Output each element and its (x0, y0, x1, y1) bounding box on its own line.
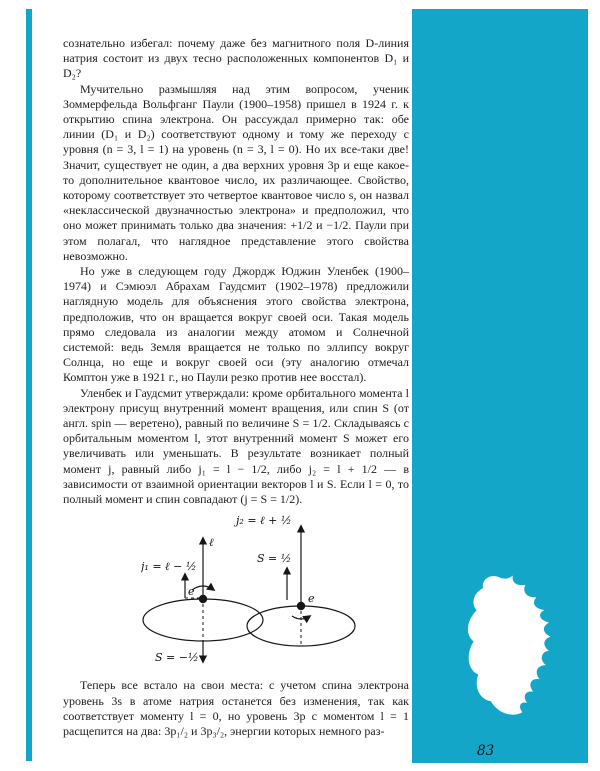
electron-dot-left (199, 595, 207, 603)
spin-diagram-svg (141, 512, 381, 672)
electron-dot-right (297, 602, 305, 610)
body-paragraph-4: Уленбек и Гаудсмит утверждали: кроме орбитального момента l электрону присущ внутренний момент вращения, или спин S (от англ. spin — веретено), равный по величине S = 1/2. Складываясь с орбитальным моментом l, этот внутренний момент S может его увеличивать или уменьшать. В результате возникает полный момент j, равный либо j₁ = l − 1/2, либо j₂ = l + 1/2 — в зависимости от взаимной ориентации векторов l и S. Если l = 0, то полный момент и спин совпадают (j = S = 1/2). (63, 385, 409, 507)
body-paragraph-3: Но уже в следующем году Джордж Юджин Уленбек (1900–1974) и Сэмюэл Абрахам Гаудсмит (1902–1978) предложили наглядную модель для объяснения этого свойства электрона, предположив, что он вращается вокруг своей оси. Такая модель прямо следовала из аналогии между атомом и Солнечной системой: ведь Земля вращается не только по эллипсу вокруг Солнца, но еще и вокруг своей оси (эту аналогию отмечал Комптон уже в 1921 г., но Паули резко против нее восстал). (63, 264, 409, 385)
decorative-silhouette (450, 547, 560, 747)
label-e-right: e (308, 592, 315, 606)
label-j1: j₁ = ℓ − ½ (141, 560, 197, 574)
body-paragraph-1: сознательно избегал: почему даже без магнитного поля D-линия натрия состоит из двух тесно расположенных компонентов D₁ и D₂? (63, 36, 409, 81)
label-j2: j₂ = ℓ + ½ (236, 514, 292, 528)
body-paragraph-5: Теперь все встало на свои места: с учетом спина электрона уровень 3s в атоме натрия останется без изменения, так как соответствует моменту l = 0, но уровень 3p с моментом l = 1 расщепится на два: 3p₁/₂ и 3p₃/₂, энергии которых немного раз- (63, 678, 409, 738)
silhouette-graphic (450, 547, 560, 747)
label-l: ℓ (209, 536, 214, 550)
label-s-down: S = −½ (155, 651, 199, 665)
spin-diagram-figure (141, 512, 381, 672)
page-number: 83 (477, 743, 495, 759)
body-paragraph-2: Мучительно размышляя над этим вопросом, ученик Зоммерфельда Вольфганг Паули (1900–1958) пришел в 1924 г. к открытию спина электрона. Он рассуждал примерно так: обе линии (D₁ и D₂) соответствуют одному и тому же переходу с уровня (n = 3, l = 1) на уровень (n = 3, l = 0). Но их все-таки две! Значит, существует не один, а два верхних уровня 3p и еще какое-то дополнительное квантовое число, их различающее. Свойство, которому соответствует это четвертое квантовое число s, он назвал «неклассической двузначностью электрона» и предположил, что оно может принимать только два значения: +1/2 и −1/2. Паули при этом полагал, что наглядное представление этого свойства невозможно. (63, 81, 409, 263)
label-e-left: e (188, 585, 195, 599)
right-accent-panel (412, 9, 588, 763)
label-s-up: S = ½ (257, 552, 292, 566)
text-column (63, 36, 409, 739)
left-accent-bar (26, 9, 32, 761)
